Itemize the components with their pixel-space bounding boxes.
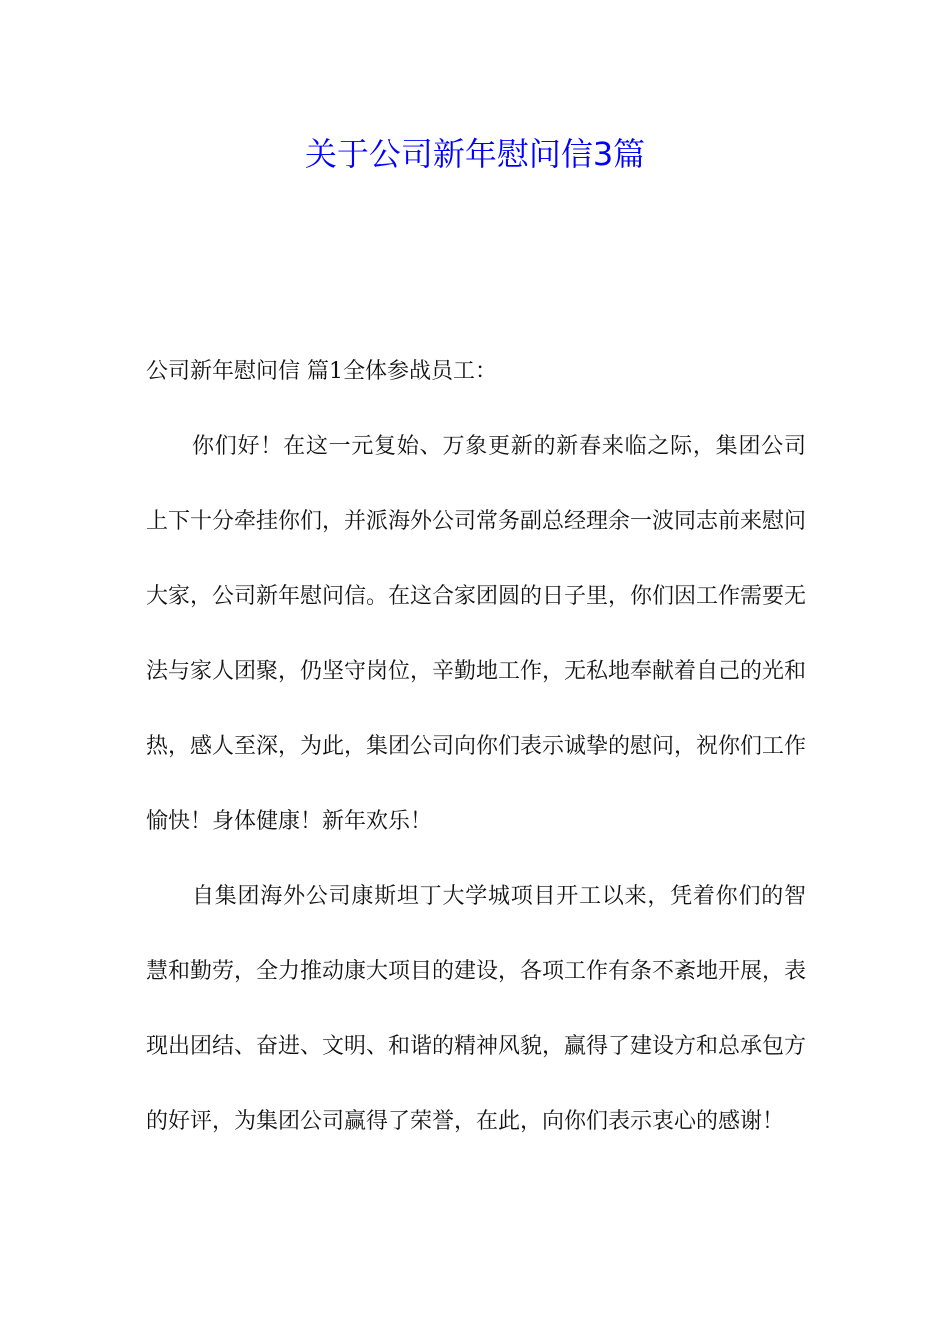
salutation-paragraph: 公司新年慰问信 篇1全体参战员工： <box>146 359 497 384</box>
document-title: 关于公司新年慰问信3篇 <box>304 135 646 173</box>
body-paragraph-2: 自集团海外公司康斯坦丁大学城项目开工以来，凭着你们的智慧和勤劳，全力推动康大项目的建设，各项工作有条不紊地开展，表现出团结、奋进、文明、和谐的精神风貌，赢得了建设方和总承包方的好评，为集团公司赢得了荣誉，在此，向你们表示衷心的感谢！ <box>146 884 807 1134</box>
body-paragraph-1: 你们好！在这一元复始、万象更新的新春来临之际，集团公司上下十分牵挂你们，并派海外公司常务副总经理余一波同志前来慰问大家，公司新年慰问信。在这合家团圆的日子里，你们因工作需要无法与家人团聚，仍坚守岗位，辛勤地工作，无私地奉献着自己的光和热，感人至深，为此，集团公司向你们表示诚挚的慰问，祝你们工作愉快！身体健康！新年欢乐！ <box>146 434 807 834</box>
document-body <box>146 334 806 1159</box>
